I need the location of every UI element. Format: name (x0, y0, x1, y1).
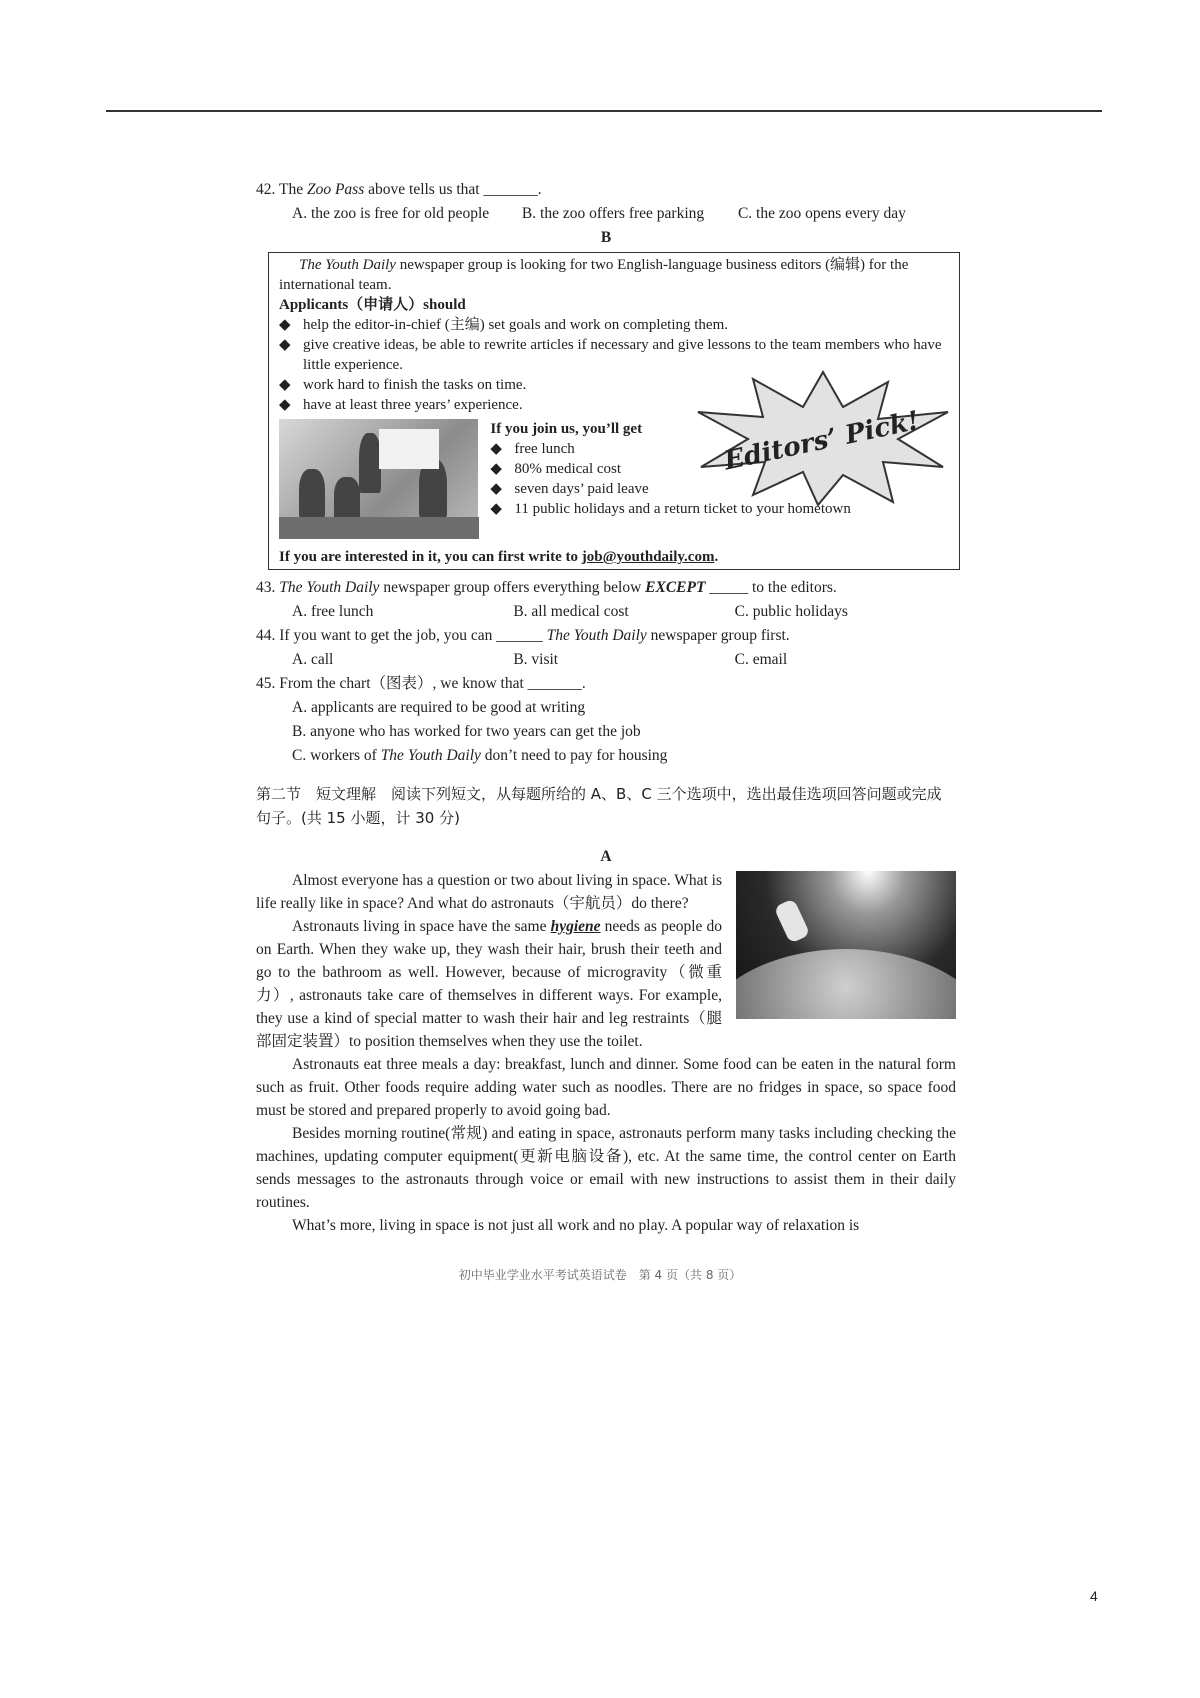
contact-email-link[interactable]: job@youthdaily.com (581, 549, 715, 565)
option-c: C. workers of The Youth Daily don’t need to pay for housing (292, 747, 668, 764)
benefit-item: ◆ 11 public holidays and a return ticket to your hometown (490, 501, 851, 517)
question-42: 42. The Zoo Pass above tells us that _______. (256, 181, 542, 198)
benefit-item: ◆ seven days’ paid leave (490, 481, 649, 497)
section-a-heading: A (600, 848, 612, 865)
question-44-options (256, 648, 956, 672)
reading-passage (256, 869, 956, 1237)
option-b: B. anyone who has worked for two years can get the job (292, 723, 641, 740)
benefits-heading: If you join us, you’ll get (490, 421, 643, 437)
diamond-bullet-icon: ◆ (490, 481, 502, 497)
editors-pick-burst-icon (693, 367, 953, 507)
diamond-bullet-icon: ◆ (490, 461, 502, 477)
ad-contact: If you are interested in it, you can first write to job@youthdaily.com. (279, 549, 719, 565)
job-advertisement (268, 252, 960, 570)
requirement-item: ◆ have at least three years’ experience. (279, 397, 523, 413)
benefit-item: ◆ free lunch (490, 441, 575, 457)
requirement-item: ◆ help the editor-in-chief (主编) set goals and work on completing them. (279, 317, 729, 333)
question-45: 45. From the chart（图表）, we know that _______. (256, 675, 586, 692)
diamond-bullet-icon: ◆ (279, 397, 291, 413)
option-b: B. the zoo offers free parking (521, 205, 705, 222)
diamond-bullet-icon: ◆ (279, 377, 291, 393)
option-a: A. call (292, 651, 334, 668)
requirement-item: ◆ work hard to finish the tasks on time. (279, 377, 527, 393)
burst-text: Editors’ Pick! (721, 405, 922, 477)
passage-paragraph: Astronauts eat three meals a day: breakfast, lunch and dinner. Some food can be eaten in the natural form such as fruit. Other foods require adding water such as noodles. There are no fridges in space, so space food must be stored and prepared properly to avoid going bad. (256, 1056, 956, 1119)
diamond-bullet-icon: ◆ (490, 441, 502, 457)
benefit-item: ◆ 80% medical cost (490, 461, 622, 477)
ad-intro: The Youth Daily newspaper group is looking for two English-language business editors (编辑) for the international team. (279, 257, 909, 293)
option-b: B. visit (513, 651, 559, 668)
diamond-bullet-icon: ◆ (279, 317, 291, 333)
question-44: 44. If you want to get the job, you can ______ The Youth Daily newspaper group first. (256, 627, 790, 644)
question-43-options (256, 600, 956, 624)
passage-paragraph: Astronauts living in space have the same hygiene needs as people do on Earth. When they wake up, they wash their hair, brush their teeth and go to the bathroom as well. However, because of microgravity（微重力）, astronauts take care of themselves in different ways. For example, they use a kind of special matter to wash their hair and leg restraints（腿部固定装置）to position themselves when they use the toilet. (256, 918, 722, 1050)
question-43: 43. The Youth Daily newspaper group offers everything below EXCEPT _____ to the editors. (256, 579, 837, 596)
exam-content (256, 178, 956, 1237)
page-footer: 初中毕业学业水平考试英语试卷 第 4 页（共 8 页） (458, 1268, 742, 1282)
section-b-heading: B (600, 229, 612, 246)
diamond-bullet-icon: ◆ (490, 501, 502, 517)
option-c: C. the zoo opens every day (737, 205, 906, 222)
option-a: A. the zoo is free for old people (292, 205, 490, 222)
option-c: C. public holidays (734, 603, 848, 620)
header-rule (106, 110, 1102, 112)
requirement-item: ◆ give creative ideas, be able to rewrite articles if necessary and give lessons to the team members who have little experience. (279, 337, 942, 373)
passage-paragraph: Besides morning routine(常规) and eating in space, astronauts perform many tasks including checking the machines, updating computer equipment(更新电脑设备), etc. At the same time, the control center on Earth sends messages to the astronauts through voice or email with new instructions to assist them in their daily routines. (256, 1125, 956, 1211)
passage-paragraph: What’s more, living in space is not just all work and no play. A popular way of relaxation is (292, 1217, 860, 1234)
passage-paragraph: Almost everyone has a question or two about living in space. What is life really like in space? And what do astronauts（宇航员）do there? (256, 872, 722, 912)
question-42-options (256, 202, 956, 226)
section-2-instructions: 第二节 短文理解 阅读下列短文，从每题所给的 A、B、C 三个选项中，选出最佳选项回答问题或完成句子。(共 15 小题，计 30 分) (256, 785, 942, 827)
astronaut-space-photo (736, 871, 956, 1019)
office-meeting-photo (279, 419, 478, 539)
applicants-heading: Applicants（申请人）should (279, 297, 466, 313)
option-a: A. applicants are required to be good at writing (292, 699, 586, 716)
diamond-bullet-icon: ◆ (279, 337, 291, 353)
underlined-word: hygiene (550, 918, 601, 935)
option-b: B. all medical cost (513, 603, 629, 620)
option-c: C. email (734, 651, 788, 668)
page-number: 4 (1090, 1588, 1098, 1604)
option-a: A. free lunch (292, 603, 374, 620)
